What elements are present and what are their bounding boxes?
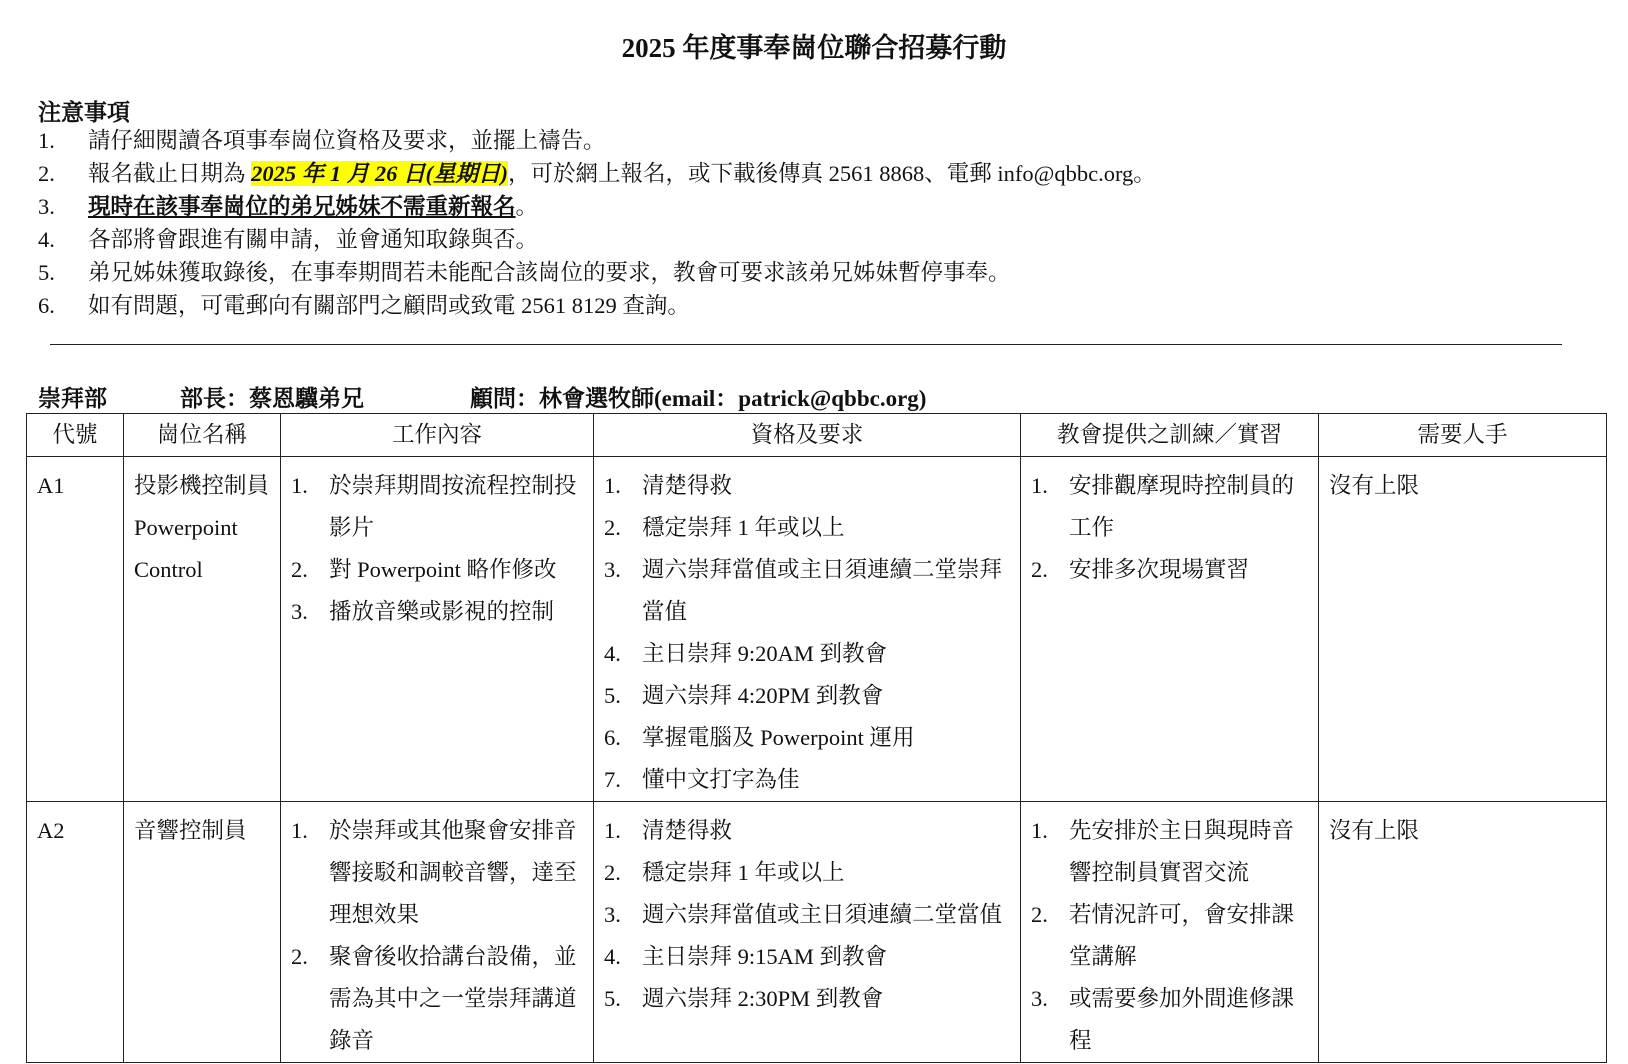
notice-item: 3. 現時在該事奉崗位的弟兄姊妹不需重新報名。 xyxy=(38,194,539,219)
list-item: 2. 對 Powerpoint 略作修改 xyxy=(291,557,557,582)
list-item: 2. 聚會後收拾講台設備，並需為其中之一堂崇拜講道錄音 xyxy=(291,944,577,1053)
list-item: 1. 清楚得救 xyxy=(604,818,733,843)
header-code: 代號 xyxy=(27,414,124,457)
list-item: 2. 穩定崇拜 1 年或以上 xyxy=(604,515,845,540)
header-position: 崗位名稱 xyxy=(124,414,281,457)
department-name: 崇拜部 xyxy=(38,386,107,411)
cell-position: 投影機控制員 Powerpoint Control xyxy=(124,457,281,802)
cell-needed: 沒有上限 xyxy=(1319,457,1607,802)
notice-list xyxy=(38,124,1598,322)
list-item: 6. 掌握電腦及 Powerpoint 運用 xyxy=(604,725,915,750)
document-title: 2025 年度事奉崗位聯合招募行動 xyxy=(621,33,1007,63)
header-needed: 需要人手 xyxy=(1319,414,1607,457)
notice-item: 2. 報名截止日期為 2025 年 1 月 26 日(星期日)，可於網上報名，或下載後傳真 2561 8868、電郵 info@qbbc.org。 xyxy=(38,161,1156,186)
header-requirements: 資格及要求 xyxy=(594,414,1021,457)
table-row xyxy=(27,457,1607,802)
cell-training xyxy=(1021,457,1319,802)
notice-item: 1. 請仔細閱讀各項事奉崗位資格及要求，並擺上禱告。 xyxy=(38,128,606,153)
cell-training xyxy=(1021,802,1319,1063)
cell-duties xyxy=(281,457,594,802)
list-item: 3. 週六崇拜當值或主日須連續二堂當值 xyxy=(604,902,1003,927)
header-duties: 工作內容 xyxy=(281,414,594,457)
deadline-highlight: 2025 年 1 月 26 日(星期日) xyxy=(251,161,509,186)
notice-emphasis: 現時在該事奉崗位的弟兄姊妹不需重新報名 xyxy=(88,194,516,219)
department-advisor: 顧問：林會選牧師(email：patrick@qbbc.org) xyxy=(470,386,927,411)
table-header-row xyxy=(27,414,1607,457)
notice-heading: 注意事項 xyxy=(38,100,130,125)
list-item: 1. 清楚得救 xyxy=(604,473,733,498)
list-item: 2. 穩定崇拜 1 年或以上 xyxy=(604,860,845,885)
list-item: 3. 播放音樂或影視的控制 xyxy=(291,599,555,624)
list-item: 3. 或需要參加外間進修課程 xyxy=(1031,986,1295,1053)
list-item: 2. 安排多次現場實習 xyxy=(1031,557,1250,582)
list-item: 3. 週六崇拜當值或主日須連續二堂崇拜當值 xyxy=(604,557,1003,624)
cell-code: A2 xyxy=(27,802,124,1063)
list-item: 4. 主日崇拜 9:20AM 到教會 xyxy=(604,641,888,666)
cell-position: 音響控制員 xyxy=(124,802,281,1063)
list-item: 1. 安排觀摩現時控制員的工作 xyxy=(1031,473,1295,540)
notice-item: 6. 如有問題，可電郵向有關部門之顧問或致電 2561 8129 查詢。 xyxy=(38,293,690,318)
department-head: 部長：蔡恩驥弟兄 xyxy=(180,386,364,411)
list-item: 1. 於崇拜或其他聚會安排音響接駁和調較音響，達至理想效果 xyxy=(291,818,577,927)
list-item: 5. 週六崇拜 4:20PM 到教會 xyxy=(604,683,884,708)
cell-code: A1 xyxy=(27,457,124,802)
cell-needed: 沒有上限 xyxy=(1319,802,1607,1063)
separator-line xyxy=(50,344,1562,345)
header-training: 教會提供之訓練／實習 xyxy=(1021,414,1319,457)
list-item: 4. 主日崇拜 9:15AM 到教會 xyxy=(604,944,888,969)
list-item: 7. 懂中文打字為佳 xyxy=(604,767,800,792)
list-item: 2. 若情況許可，會安排課堂講解 xyxy=(1031,902,1295,969)
cell-requirements xyxy=(594,457,1021,802)
cell-duties xyxy=(281,802,594,1063)
list-item: 1. 於崇拜期間按流程控制投影片 xyxy=(291,473,577,540)
table-row xyxy=(27,802,1607,1063)
positions-table xyxy=(26,413,1607,1063)
list-item: 1. 先安排於主日與現時音響控制員實習交流 xyxy=(1031,818,1295,885)
notice-item: 5. 弟兄姊妹獲取錄後，在事奉期間若未能配合該崗位的要求，教會可要求該弟兄姊妹暫停事奉。 xyxy=(38,260,1011,285)
cell-requirements xyxy=(594,802,1021,1063)
list-item: 5. 週六崇拜 2:30PM 到教會 xyxy=(604,986,884,1011)
notice-item: 4. 各部將會跟進有關申請，並會通知取錄與否。 xyxy=(38,227,539,252)
